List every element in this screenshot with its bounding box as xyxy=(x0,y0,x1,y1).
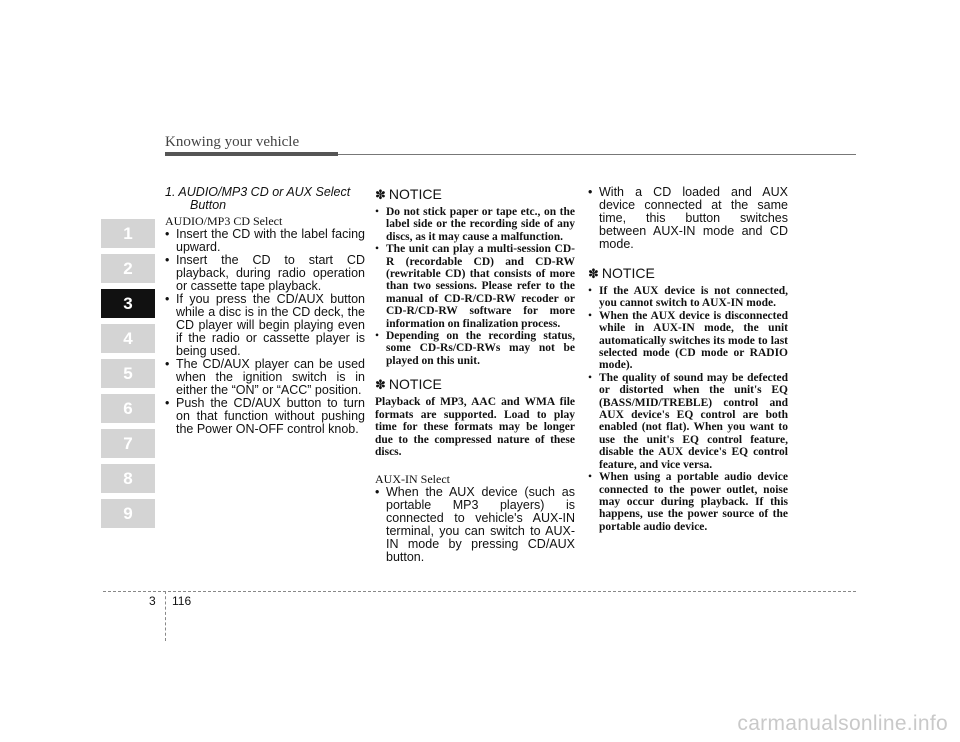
list-item: • The unit can play a multi-session CD-R (recordable CD) and CD-RW (rewritable CD) that consists of more than two sessions. Please refer to the manual of CD-R/CD-RW recoder or CD-R/CD-RW software for more information on finalization process. xyxy=(375,243,575,330)
footer-chapter-number: 3 xyxy=(149,594,156,608)
notice-title: NOTICE xyxy=(601,265,655,281)
list-item: • Depending on the recording status, some CD-Rs/CD-RWs may not be played on this unit. xyxy=(375,330,575,367)
list-item: • The CD/AUX player can be used when the ignition switch is in either the “ON” or “ACC” position. xyxy=(165,358,365,397)
list-item: • When the AUX device is disconnected while in AUX-IN mode, the unit automatically switches its mode to last selected mode (CD mode or RADIO mode). xyxy=(588,310,788,372)
footer-vertical-divider xyxy=(165,591,166,641)
item-heading-line1: 1. AUDIO/MP3 CD or AUX Select xyxy=(165,185,351,199)
column-2 xyxy=(375,186,575,564)
item-heading xyxy=(165,186,365,212)
list-item: • Insert the CD to start CD playback, during radio operation or cassette tape playback. xyxy=(165,254,365,293)
column-3 xyxy=(588,186,788,533)
notice-2-text: Playback of MP3, AAC and WMA file formats are supported. Load to play time for these formats may be longer due to the compressed nature of these discs. xyxy=(375,396,575,458)
notice-heading-2 xyxy=(375,376,575,393)
chapter-tab-5[interactable]: 5 xyxy=(101,359,155,388)
chapter-tab-6[interactable]: 6 xyxy=(101,394,155,423)
list-item: • Do not stick paper or tape etc., on the label side or the recording side of any discs, as it may cause a malfunction. xyxy=(375,206,575,243)
notice-title: NOTICE xyxy=(388,186,442,202)
audio-mp3-cd-select-heading: AUDIO/MP3 CD Select xyxy=(165,214,283,228)
notice-heading-3 xyxy=(588,265,788,282)
list-item: • If the AUX device is not connected, you cannot switch to AUX-IN mode. xyxy=(588,285,788,310)
notice-heading-1 xyxy=(375,186,575,203)
footer-page-number: 116 xyxy=(172,594,192,608)
aux-mode-bullets xyxy=(588,186,788,251)
list-item: • The quality of sound may be defected or distorted when the unit's EQ (BASS/MID/TREBLE) control and AUX device's EQ control are both enabled (not flat). When you want to use the unit's EQ control feature, disable the AUX device's EQ control feature, and vice versa. xyxy=(588,372,788,471)
chapter-tab-3[interactable]: 3 xyxy=(101,289,155,318)
watermark-text: carmanualsonline.info xyxy=(737,712,948,735)
chapter-tab-2[interactable]: 2 xyxy=(101,254,155,283)
header-rule-thin xyxy=(338,154,856,155)
chapter-tabs xyxy=(101,219,155,534)
notice-title: NOTICE xyxy=(388,376,442,393)
chapter-tab-7[interactable]: 7 xyxy=(101,429,155,458)
notice-3-bullets xyxy=(588,285,788,533)
chapter-tab-4[interactable]: 4 xyxy=(101,324,155,353)
list-item: • When using a portable audio device connected to the power outlet, noise may occur during playback. If this happens, use the power source of the portable audio device. xyxy=(588,471,788,533)
aux-in-select-heading: AUX-IN Select xyxy=(375,472,450,487)
notice-1-bullets xyxy=(375,206,575,367)
chapter-tab-1[interactable]: 1 xyxy=(101,219,155,248)
notice-asterisk-icon: ✽ xyxy=(375,187,386,202)
list-item: • If you press the CD/AUX button while a disc is in the CD deck, the CD player will begin playing even if the radio or cassette player is being used. xyxy=(165,293,365,358)
list-item: • With a CD loaded and AUX device connected at the same time, this button switches between AUX-IN mode and CD mode. xyxy=(588,186,788,251)
list-item: • Insert the CD with the label facing upward. xyxy=(165,228,365,254)
notice-asterisk-icon: ✽ xyxy=(375,377,386,393)
chapter-tab-8[interactable]: 8 xyxy=(101,464,155,493)
footer-divider xyxy=(103,591,856,592)
list-item: • Push the CD/AUX button to turn on that function without pushing the Power ON-OFF control knob. xyxy=(165,397,365,436)
page-header-title: Knowing your vehicle xyxy=(165,134,300,150)
list-item: • When the AUX device (such as portable MP3 players) is connected to vehicle's AUX-IN terminal, you can switch to AUX-IN mode by pressing CD/AUX button. xyxy=(375,486,575,564)
item-heading-line2: Button xyxy=(190,198,227,212)
column-1 xyxy=(165,186,365,436)
notice-asterisk-icon: ✽ xyxy=(588,266,599,281)
aux-in-bullets xyxy=(375,486,575,564)
header-rule-thick xyxy=(165,152,338,156)
chapter-tab-9[interactable]: 9 xyxy=(101,499,155,528)
cd-select-bullets xyxy=(165,228,365,436)
